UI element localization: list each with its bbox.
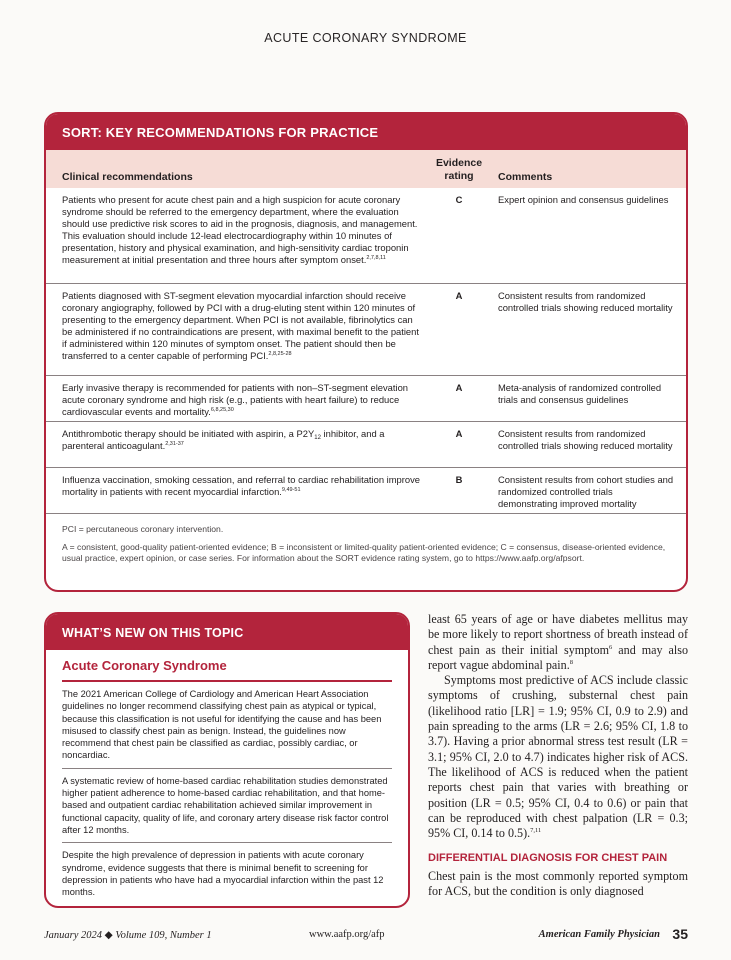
journal-url[interactable]: www.aafp.org/afp — [309, 929, 385, 940]
col-recommendations: Clinical recommendations — [62, 171, 193, 183]
sort-title: SORT: KEY RECOMMENDATIONS FOR PRACTICE — [46, 114, 686, 150]
body-paragraph: Symptoms most predictive of ACS include classic symptoms of crushing, substernal chest pain (likelihood ratio [LR] = 1.9; 95% CI, 0.9 to 2.9) and pain spreading to the arms (LR = 2.6; 95% CI, 1.8 to 3.7). Having a prior abnormal stress test result (LR = 3.1; 95% CI, 2.0 to 4.7) indicates higher risk of ACS. The likelihood of ACS is reduced when the patient reports chest pain that varies with breathing or position (LR = 0.5; 95% CI, 0.4 to 0.6) or pain that can be reproduced with chest palpation (LR = 0.3; 95% CI, 0.14 to 0.5).$^{7,11}$ — [428, 673, 688, 841]
recommendation-text: Patients who present for acute chest pain and a high suspicion for acute coronary syndrome should be referred to the emergency department, where the evaluation should use predictive risk scores to aid in the prognosis, diagnosis, and management. This evaluation should include 12-lead electrocardiography within 10 minutes of presentation, history and physical examination, and high-sensitivity cardiac troponin measurement at initial presentation and three hours after symptom onset.$^{2,7,8,11}$ — [62, 194, 418, 266]
recommendation-text: Antithrombotic therapy should be initiated with aspirin, a $P2Y_{12}$ inhibitor, and a parenteral anticoagulant.$^{2,31-37}$ — [62, 428, 385, 452]
recommendation-text: Early invasive therapy is recommended for patients with non–ST-segment elevation acute coronary syndrome and high risk (e.g., patients with heart failure) to reduce cardiovascular events and mortality.$^{6,8,25,30}$ — [62, 382, 409, 418]
comment-text: Consistent results from randomized controlled trials showing reduced mortality — [498, 290, 673, 314]
col-comments: Comments — [498, 171, 553, 183]
sort-recommendations-box — [44, 112, 688, 592]
table-row — [46, 376, 686, 422]
col-evidence-line2: rating — [444, 170, 474, 182]
sort-column-headers — [46, 150, 686, 188]
footnote-rating-key: A = consistent, good-quality patient-oriented evidence; B = inconsistent or limited-quality patient-oriented evidence; C = consensus, disease-oriented evidence, usual practice, expert opinion, or case series. For information about the SORT evidence rating system, go to https://www.aafp.org/afpsort. — [62, 541, 666, 564]
footnote-pci: PCI = percutaneous coronary intervention. — [62, 524, 224, 534]
col-evidence-rating — [434, 157, 484, 183]
recommendation-text: Influenza vaccination, smoking cessation, and referral to cardiac rehabilitation improve mortality in patients with recent myocardial infarction.$^{9,49-51}$ — [62, 474, 420, 498]
evidence-rating: A — [455, 428, 463, 439]
body-paragraph: Chest pain is the most commonly reported symptom for ACS, but the condition is only diagnosed — [428, 868, 688, 899]
comment-text: Expert opinion and consensus guidelines — [498, 194, 669, 205]
body-paragraph: least 65 years of age or have diabetes mellitus may be more likely to report shortness of breath instead of chest pain as their initial symptom$^6$ and may also report vague abdominal pain.$^8$ — [428, 612, 688, 672]
whats-new-box — [44, 612, 410, 908]
table-row — [46, 188, 686, 284]
evidence-rating: A — [455, 290, 463, 301]
whats-new-item: Despite the high prevalence of depression in patients with acute coronary syndrome, evidence suggests that there is minimal benefit to screening for depression in patients who have had a myocardial infarction within the past 12 months. — [62, 850, 384, 898]
whats-new-title: WHAT’S NEW ON THIS TOPIC — [46, 614, 408, 650]
article-body-column — [428, 612, 688, 899]
comment-text: Consistent results from cohort studies and randomized controlled trials demonstrating improved mortality — [498, 474, 674, 510]
section-heading: DIFFERENTIAL DIAGNOSIS FOR CHEST PAIN — [428, 852, 668, 865]
page-footer — [44, 926, 688, 945]
table-row — [46, 422, 686, 468]
comment-text: Consistent results from randomized controlled trials showing reduced mortality — [498, 428, 673, 452]
running-head: ACUTE CORONARY SYNDROME — [264, 31, 467, 45]
evidence-rating: C — [455, 194, 463, 205]
table-row — [46, 284, 686, 376]
evidence-rating: A — [455, 382, 463, 393]
journal-name: American Family Physician — [538, 929, 660, 940]
evidence-rating: B — [455, 474, 463, 485]
issue-info: January 2024 ◆ Volume 109, Number 1 — [44, 930, 212, 941]
recommendation-text: Patients diagnosed with ST-segment elevation myocardial infarction should receive coronary angiography, followed by PCI with a drug-eluting stent within 120 minutes of presenting to the emergency department. When PCI is not available, fibrinolytics can be administered if no contraindications are present, with maximal benefit to the patient if administered within 120 minutes of symptom onset. The patient should then be transferred to a center capable of performing PCI.$^{2,8,25-28}$ — [62, 290, 419, 362]
whats-new-item: A systematic review of home-based cardiac rehabilitation studies demonstrated higher patient adherence to home-based cardiac rehabilitation, and that home-based and outpatient cardiac rehabilitation achieved similar improvement in functional capacity, quality of life, and coronary artery disease risk factor control after 12 months. — [62, 769, 392, 843]
whats-new-item: The 2021 American College of Cardiology and American Heart Association guidelines no longer recommend classifying chest pain as atypical or typical, because this classification is not useful for identifying the cause and has been misused to classify chest pain as benign. Instead, the guidelines now recommend that chest pain be classified as cardiac, possibly cardiac, or noncardiac. — [62, 682, 392, 769]
whats-new-subtitle: Acute Coronary Syndrome — [62, 658, 227, 673]
sort-footnotes — [62, 524, 674, 571]
comment-text: Meta-analysis of randomized controlled trials and consensus guidelines — [498, 382, 662, 406]
page-number: 35 — [672, 926, 688, 942]
table-row — [46, 468, 686, 514]
col-evidence-line1: Evidence — [435, 157, 483, 169]
